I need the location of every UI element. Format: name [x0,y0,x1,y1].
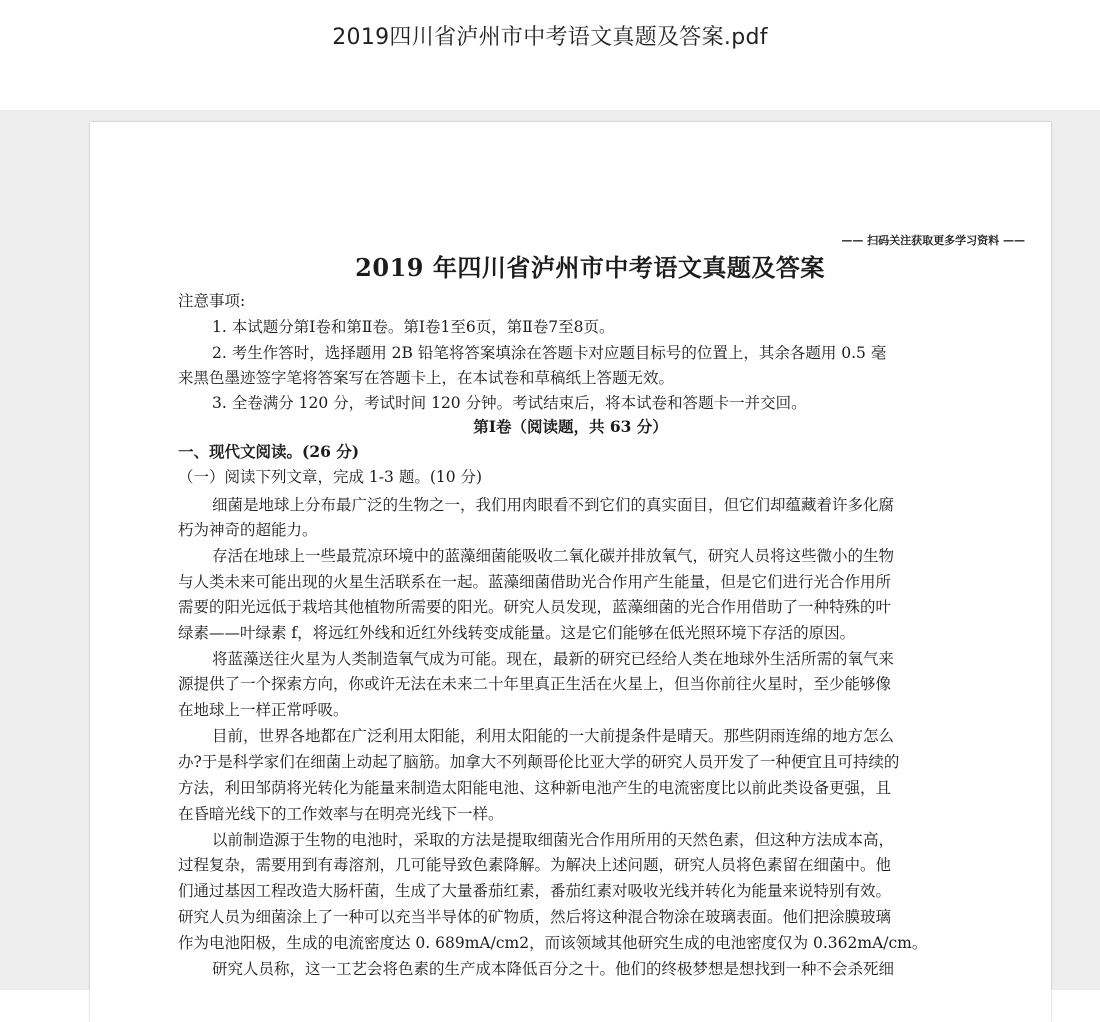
scan-note: —— 扫码关注获取更多学习资料 —— [841,234,1025,247]
notice-item: 1. 本试题分第Ⅰ卷和第Ⅱ卷。第Ⅰ卷1至6页，第Ⅱ卷7至8页。 [212,318,615,336]
paragraph-line: 在昏暗光线下的工作效率与在明亮光线下一样。 [178,805,504,823]
paragraph-line: 绿素——叶绿素 f，将远红外线和近红外线转变成能量。这是它们能够在低光照环境下存活的原因。 [178,624,856,642]
paragraph-line: 与人类未来可能出现的火星生活联系在一起。蓝藻细菌借助光合作用产生能量，但是它们进行光合作用所 [178,573,892,591]
file-title: 2019四川省泸州市中考语文真题及答案.pdf [332,25,768,50]
paragraph-line: 方法，利田邹荫将光转化为能量来制造太阳能电池、这种新电池产生的电流密度比以前此类设备更强，且 [178,779,892,797]
paragraph-line: 朽为神奇的超能力。 [178,521,318,539]
paragraph-line: 细菌是地球上分布最广泛的生物之一，我们用肉眼看不到它们的真实面目，但它们却蕴藏着许多化腐 [212,496,895,514]
paragraph-line: 存活在地球上一些最荒凉环境中的蓝藻细菌能吸收二氧化碳并排放氧气，研究人员将这些微小的生物 [212,547,895,565]
notice-item: 3. 全卷满分 120 分，考试时间 120 分钟。考试结束后，将本试卷和答题卡一并交回。 [212,394,807,412]
subsection-heading: （一）阅读下列文章，完成 1-3 题。(10 分) [178,468,483,486]
paragraph-line: 需要的阳光远低于栽培其他植物所需要的阳光。研究人员发现，蓝藻细菌的光合作用借助了一种特殊的叶 [178,598,892,616]
notice-item: 来黑色墨迹签字笔将答案写在答题卡上，在本试卷和草稿纸上答题无效。 [178,369,675,387]
paragraph-line: 以前制造源于生物的电池时，采取的方法是提取细菌光合作用所用的天然色素，但这种方法成本高， [212,831,895,849]
notice-heading: 注意事项: [178,292,246,310]
pdf-viewer[interactable] [0,110,1100,990]
pdf-page [90,122,1051,1022]
paragraph-line: 作为电池阳极，生成的电流密度达 0. 689mA/cm2，而该领域其他研究生成的电池密度仅为 0.362mA/cm。 [178,934,928,952]
document-title: 2019 年四川省泸州市中考语文真题及答案 [355,253,825,282]
paragraph-line: 将蓝藻送往火星为人类制造氧气成为可能。现在，最新的研究已经给人类在地球外生活所需的氧气来 [212,650,895,668]
section-heading: 一、现代文阅读。(26 分) [178,442,360,461]
notice-item: 2. 考生作答时，选择题用 2B 铅笔将答案填涂在答题卡对应题目标号的位置上，其余各题用 0.5 毫 [212,344,887,362]
paragraph-line: 办?于是科学家们在细菌上动起了脑筋。加拿大不列颠哥伦比亚大学的研究人员开发了一种便宜且可持续的 [178,753,900,771]
paragraph-line: 研究人员为细菌涂上了一种可以充当半导体的矿物质，然后将这种混合物涂在玻璃表面。他们把涂膜玻璃 [178,908,892,926]
paragraph-line: 过程复杂，需要用到有毒溶剂，几可能导致色素降解。为解决上述问题，研究人员将色素留在细菌中。他 [178,856,892,874]
paragraph-line: 研究人员称，这一工艺会将色素的生产成本降低百分之十。他们的终极梦想是想找到一种不会杀死细 [212,960,895,978]
title-bar [0,0,1100,110]
paragraph-line: 源提供了一个探索方向，你或许无法在未来二十年里真正生活在火星上，但当你前往火星时，至少能够像 [178,675,892,693]
part-heading: 第Ⅰ卷（阅读题，共 63 分） [473,417,668,436]
paragraph-line: 在地球上一样正常呼吸。 [178,701,349,719]
paragraph-line: 目前，世界各地都在广泛利用太阳能，利用太阳能的一大前提条件是晴天。那些阴雨连绵的地方怎么 [212,727,895,745]
paragraph-line: 们通过基因工程改造大肠杆菌，生成了大量番茄红素，番茄红素对吸收光线并转化为能量来说特别有效。 [178,882,892,900]
